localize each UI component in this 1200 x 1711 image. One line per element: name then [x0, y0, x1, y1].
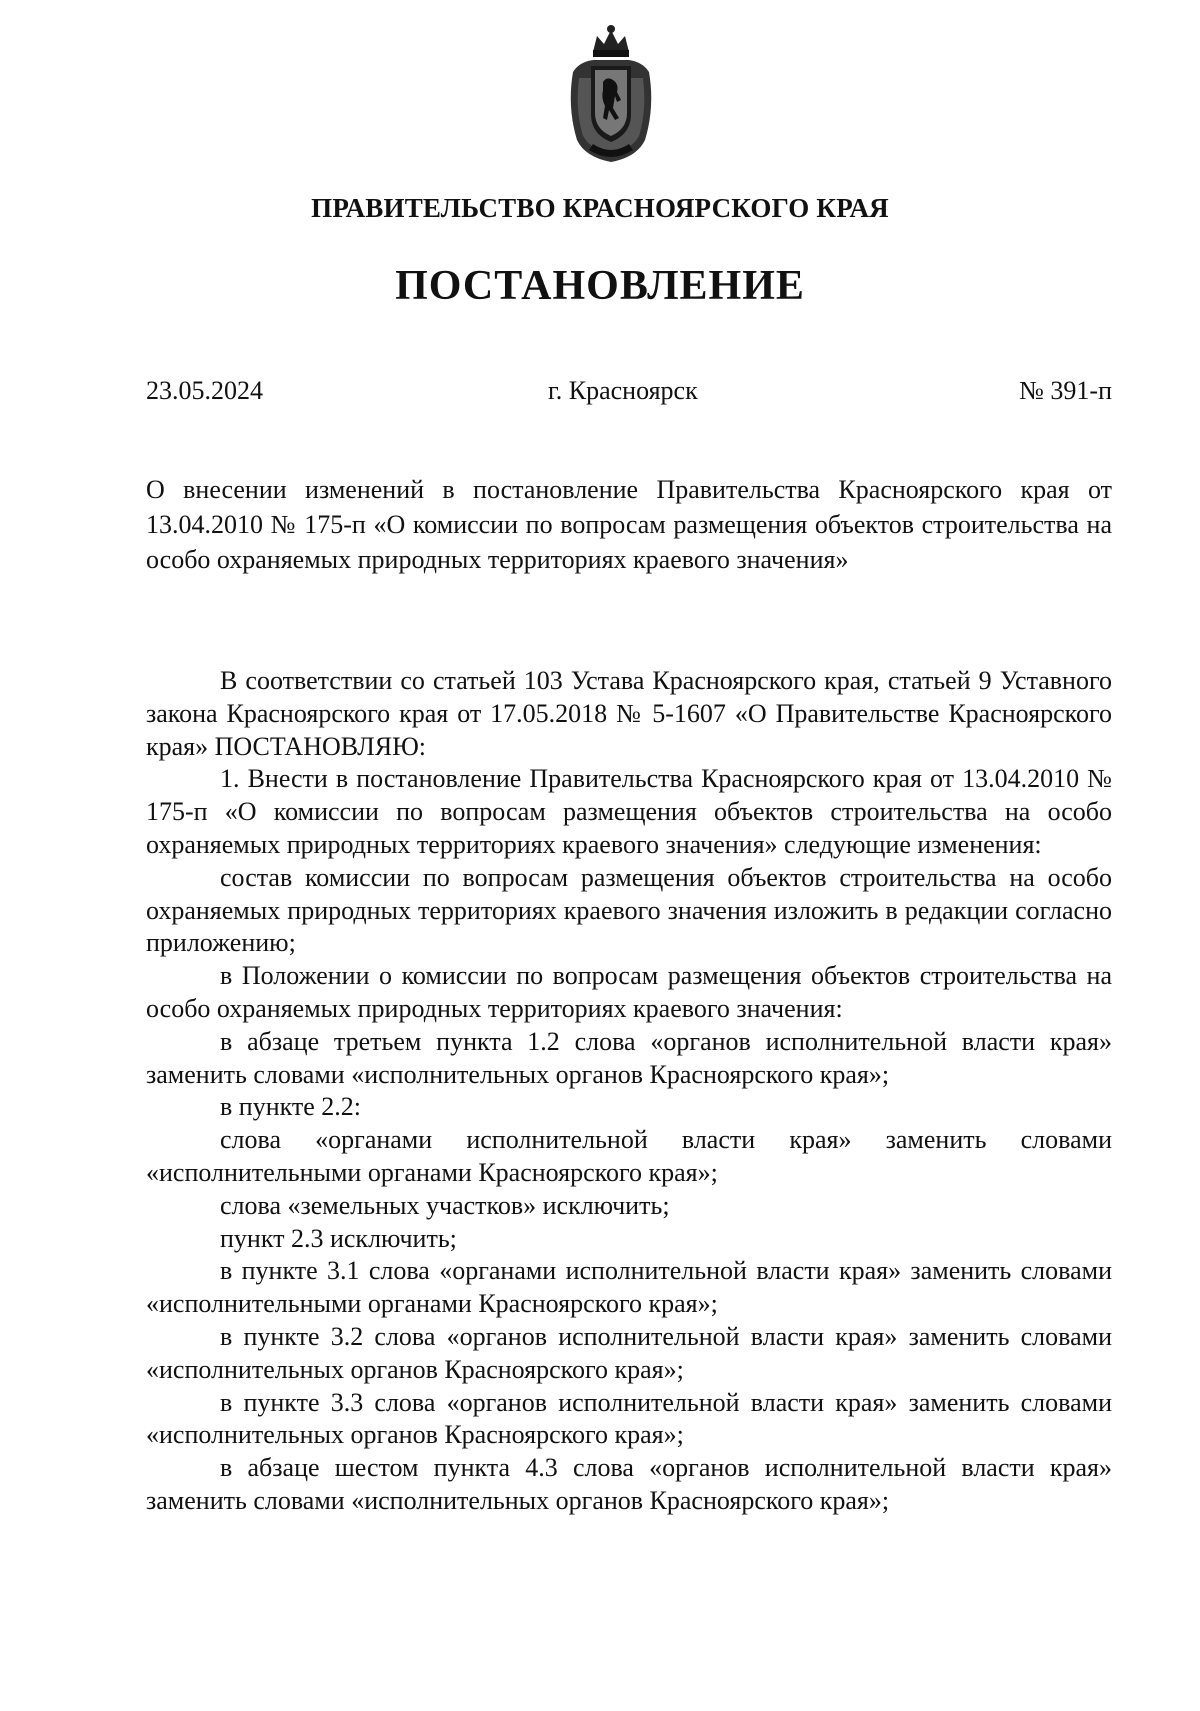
- paragraph: в пункте 3.1 слова «органами исполнительной власти края» заменить словами «исполнительными органами Красноярского края»;: [146, 1256, 1112, 1319]
- paragraph: пункт 2.3 исключить;: [220, 1223, 457, 1253]
- paragraph-preamble: В соответствии со статьей 103 Устава Красноярского края, статьей 9 Уставного закона Красноярского края от 17.05.2018 № 5-1607 «О Правительстве Красноярского края» ПОСТАНОВЛЯЮ:: [146, 666, 1112, 761]
- document-body: [146, 665, 1112, 1518]
- organization-name: ПРАВИТЕЛЬСТВО КРАСНОЯРСКОГО КРАЯ: [311, 193, 889, 223]
- paragraph: состав комиссии по вопросам размещения объектов строительства на особо охраняемых природных территориях краевого значения изложить в редакции согласно приложению;: [146, 862, 1112, 958]
- paragraph: в пункте 2.2:: [220, 1092, 362, 1122]
- paragraph: в пункте 3.2 слова «органов исполнительной власти края» заменить словами «исполнительных органов Красноярского края»;: [146, 1321, 1112, 1384]
- paragraph: слова «органами исполнительной власти края» заменить словами «исполнительными органами Красноярского края»;: [146, 1125, 1112, 1187]
- paragraph: слова «земельных участков» исключить;: [220, 1190, 670, 1220]
- paragraph-item-1: 1. Внести в постановление Правительства Красноярского края от 13.04.2010 № 175-п «О комиссии по вопросам размещения объектов строительства на особо охраняемых природных территориях краевого значения» следующие изменения:: [146, 764, 1112, 859]
- document-title: О внесении изменений в постановление Правительства Красноярского края от 13.04.2010 № 175-п «О комиссии по вопросам размещения объектов строительства на особо охраняемых природных территориях краевого значения»: [146, 475, 1112, 574]
- paragraph: в абзаце третьем пункта 1.2 слова «органов исполнительной власти края» заменить словами «исполнительных органов Красноярского края»;: [146, 1026, 1112, 1089]
- paragraph: в пункте 3.3 слова «органов исполнительной власти края» заменить словами «исполнительных органов Красноярского края»;: [146, 1387, 1112, 1450]
- document-date: 23.05.2024: [146, 376, 263, 405]
- paragraph: в абзаце шестом пункта 4.3 слова «органов исполнительной власти края» заменить словами «исполнительных органов Красноярского края»;: [146, 1453, 1112, 1515]
- coat-of-arms-icon: [563, 22, 659, 167]
- document-type: ПОСТАНОВЛЕНИЕ: [395, 263, 805, 309]
- document-city: г. Красноярск: [548, 376, 698, 405]
- paragraph: в Положении о комиссии по вопросам размещения объектов строительства на особо охраняемых природных территориях краевого значения:: [146, 961, 1112, 1023]
- document-number: № 391-п: [1019, 376, 1112, 405]
